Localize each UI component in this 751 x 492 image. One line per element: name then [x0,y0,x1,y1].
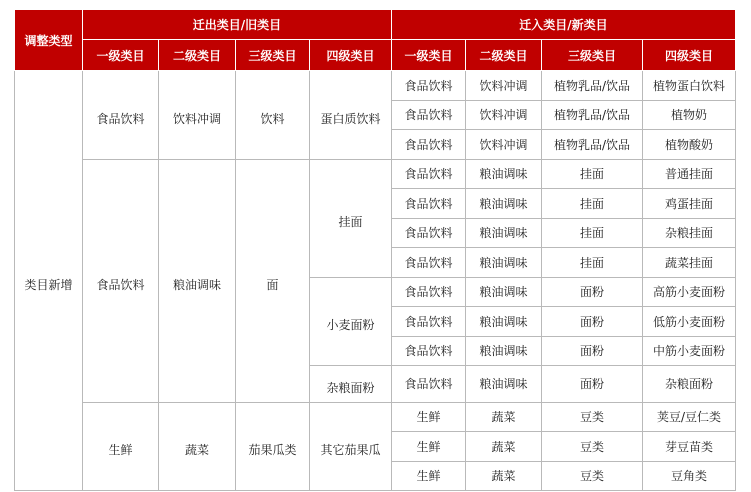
header-old-level-3: 三级类目 [236,40,310,71]
header-old-level-1: 一级类目 [83,40,159,71]
old-level-3-cell: 饮料 [236,71,310,160]
new-level-3-cell: 面粉 [542,307,643,337]
old-level-4-cell: 杂粮面粉 [310,366,392,403]
new-level-1-cell: 食品饮料 [392,100,466,130]
new-level-1-cell: 食品饮料 [392,307,466,337]
new-level-4-cell: 低筋小麦面粉 [643,307,736,337]
old-level-4-cell: 蛋白质饮料 [310,71,392,160]
new-level-4-cell: 芽豆苗类 [643,432,736,462]
new-level-3-cell: 挂面 [542,189,643,219]
old-level-1-cell: 食品饮料 [83,159,159,402]
header-old-level-4: 四级类目 [310,40,392,71]
header-old-category-group: 迁出类目/旧类目 [83,10,392,40]
top-strip [0,0,751,6]
new-level-2-cell: 饮料冲调 [466,130,542,160]
new-level-1-cell: 食品饮料 [392,189,466,219]
new-level-1-cell: 食品饮料 [392,130,466,160]
new-level-4-cell: 植物蛋白饮料 [643,71,736,101]
new-level-3-cell: 挂面 [542,159,643,189]
new-level-4-cell: 杂粮挂面 [643,218,736,248]
new-level-2-cell: 粮油调味 [466,277,542,307]
new-level-2-cell: 粮油调味 [466,307,542,337]
new-level-2-cell: 蔬菜 [466,402,542,432]
new-level-3-cell: 植物乳品/饮品 [542,130,643,160]
new-level-3-cell: 面粉 [542,336,643,366]
old-level-3-cell: 面 [236,159,310,402]
header-old-level-2: 二级类目 [159,40,236,71]
new-level-4-cell: 植物酸奶 [643,130,736,160]
new-level-1-cell: 食品饮料 [392,277,466,307]
new-level-2-cell: 饮料冲调 [466,71,542,101]
new-level-1-cell: 食品饮料 [392,336,466,366]
new-level-1-cell: 食品饮料 [392,366,466,403]
header-new-level-3: 三级类目 [542,40,643,71]
new-level-1-cell: 生鲜 [392,461,466,491]
new-level-3-cell: 面粉 [542,366,643,403]
old-level-2-cell: 粮油调味 [159,159,236,402]
new-level-1-cell: 生鲜 [392,402,466,432]
new-level-3-cell: 挂面 [542,248,643,278]
table-row [15,402,736,432]
new-level-4-cell: 杂粮面粉 [643,366,736,403]
new-level-4-cell: 荚豆/豆仁类 [643,402,736,432]
new-level-4-cell: 豆角类 [643,461,736,491]
new-level-1-cell: 食品饮料 [392,218,466,248]
new-level-3-cell: 植物乳品/饮品 [542,71,643,101]
old-level-4-cell: 其它茄果瓜 [310,402,392,491]
new-level-2-cell: 粮油调味 [466,336,542,366]
header-new-level-2: 二级类目 [466,40,542,71]
new-level-3-cell: 面粉 [542,277,643,307]
new-level-4-cell: 中筋小麦面粉 [643,336,736,366]
new-level-4-cell: 蔬菜挂面 [643,248,736,278]
new-level-3-cell: 植物乳品/饮品 [542,100,643,130]
category-adjustment-table [14,9,736,491]
header-new-level-4: 四级类目 [643,40,736,71]
new-level-2-cell: 粮油调味 [466,159,542,189]
new-level-4-cell: 普通挂面 [643,159,736,189]
table-row [15,159,736,189]
new-level-2-cell: 饮料冲调 [466,100,542,130]
old-level-2-cell: 饮料冲调 [159,71,236,160]
new-level-4-cell: 鸡蛋挂面 [643,189,736,219]
old-level-4-cell: 小麦面粉 [310,277,392,366]
new-level-4-cell: 植物奶 [643,100,736,130]
new-level-2-cell: 粮油调味 [466,218,542,248]
new-level-1-cell: 食品饮料 [392,159,466,189]
header-new-level-1: 一级类目 [392,40,466,71]
header-new-category-group: 迁入类目/新类目 [392,10,736,40]
new-level-3-cell: 豆类 [542,461,643,491]
new-level-1-cell: 食品饮料 [392,71,466,101]
new-level-2-cell: 蔬菜 [466,432,542,462]
new-level-1-cell: 食品饮料 [392,248,466,278]
old-level-1-cell: 生鲜 [83,402,159,491]
old-level-1-cell: 食品饮料 [83,71,159,160]
new-level-2-cell: 蔬菜 [466,461,542,491]
new-level-4-cell: 高筋小麦面粉 [643,277,736,307]
header-adjust-type: 调整类型 [15,10,83,71]
new-level-2-cell: 粮油调味 [466,248,542,278]
old-level-4-cell: 挂面 [310,159,392,277]
old-level-3-cell: 茄果瓜类 [236,402,310,491]
new-level-3-cell: 豆类 [542,432,643,462]
new-level-3-cell: 挂面 [542,218,643,248]
new-level-2-cell: 粮油调味 [466,189,542,219]
old-level-2-cell: 蔬菜 [159,402,236,491]
table-row [15,71,736,101]
new-level-2-cell: 粮油调味 [466,366,542,403]
new-level-3-cell: 豆类 [542,402,643,432]
new-level-1-cell: 生鲜 [392,432,466,462]
adjust-type-cell: 类目新增 [15,71,83,491]
